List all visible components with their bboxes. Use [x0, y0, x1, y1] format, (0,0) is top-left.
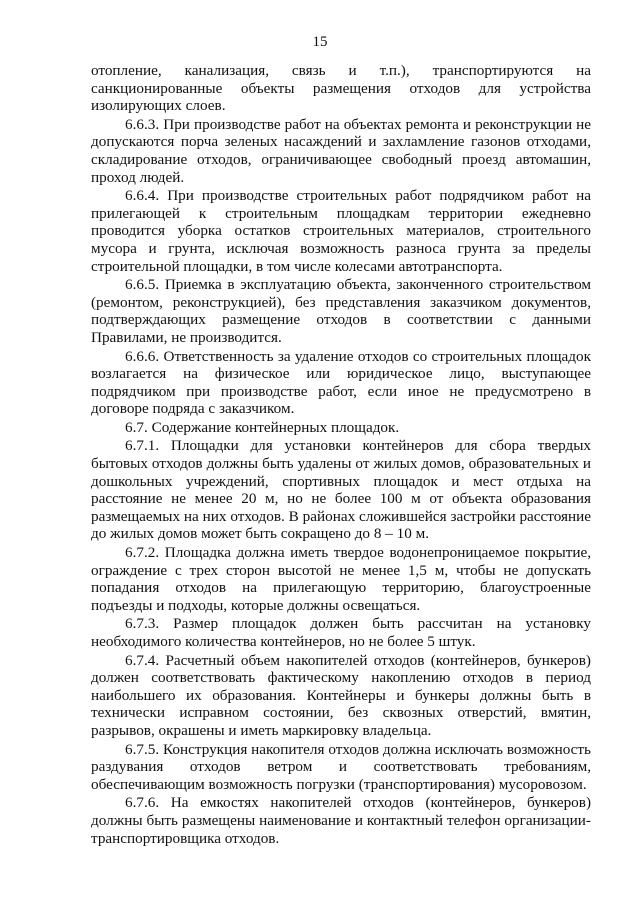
paragraph-6-6-4: 6.6.4. При производстве строительных работ подрядчиком работ на прилегающей к строительным площадкам территории ежедневно проводится уборка остатков строительных материалов, строительного мусора и грунта, исключая возможность разноса грунта за пределы строительной площадки, в том числе колесами автотранспорта.: [91, 187, 591, 275]
paragraph-6-6-6: 6.6.6. Ответственность за удаление отходов со строительных площадок возлагается на физическое или юридическое лицо, выступающее подрядчиком при производстве работ, если иное не предусмотрено в договоре подряда с заказчиком.: [91, 347, 591, 418]
section-heading-6-7: 6.7. Содержание контейнерных площадок.: [125, 418, 400, 436]
paragraph-6-7-2: 6.7.2. Площадка должна иметь твердое водонепроницаемое покрытие, ограждение с трех сторон высотой не менее 1,5 м, чтобы не допускать попадания отходов на прилегающую территорию, благоустроенные подъезды и подходы, которые должны освещаться.: [91, 544, 591, 614]
paragraph-6-6-3: 6.6.3. При производстве работ на объектах ремонта и реконструкции не допускаются порча зеленых насаждений и захламление газонов отходами, складирование отходов, ограничивающее свободный проезд автомашин, проход людей.: [91, 115, 591, 186]
paragraph-6-7-1: 6.7.1. Площадки для установки контейнеров для сбора твердых бытовых отходов должны быть удалены от жилых домов, образовательных и дошкольных учреждений, спортивных площадок и мест отдыха на расстояние не менее 20 м, но не более 100 м от объекта образования размещаемых на них отходов. В районах сложившейся застройки расстояние до жилых домов может быть сокращено до 8 – 10 м.: [91, 437, 591, 543]
document-body: [91, 62, 591, 848]
paragraph-6-7-3: 6.7.3. Размер площадок должен быть рассчитан на установку необходимого количества контейнеров, но не более 5 штук.: [91, 615, 591, 650]
paragraph-continuation: отопление, канализация, связь и т.п.), транспортируются на санкционированные объекты размещения отходов для устройства изолирующих слоев.: [91, 62, 591, 115]
paragraph-6-7-4: 6.7.4. Расчетный объем накопителей отходов (контейнеров, бункеров) должен соответствовать фактическому накоплению отходов в период наибольшего их образования. Контейнеры и бункеры должны быть в технически исправном состоянии, без сквозных отверстий, вмятин, разрывов, окрашены и иметь маркировку владельца.: [91, 651, 591, 739]
page-number: 15: [312, 34, 328, 50]
paragraph-6-7-6: 6.7.6. На емкостях накопителей отходов (контейнеров, бункеров) должны быть размещены наименование и контактный телефон организации-транспортировщика отходов.: [91, 794, 591, 847]
paragraph-6-6-5: 6.6.5. Приемка в эксплуатацию объекта, законченного строительством (ремонтом, реконструкцией), без представления заказчиком документов, подтверждающих размещение отходов в соответствии с данными Правилами, не производится.: [91, 276, 591, 346]
paragraph-6-7-5: 6.7.5. Конструкция накопителя отходов должна исключать возможность раздувания отходов ветром и соответствовать требованиям, обеспечивающим возможность погрузки (транспортирования) мусоровозом.: [91, 740, 591, 793]
